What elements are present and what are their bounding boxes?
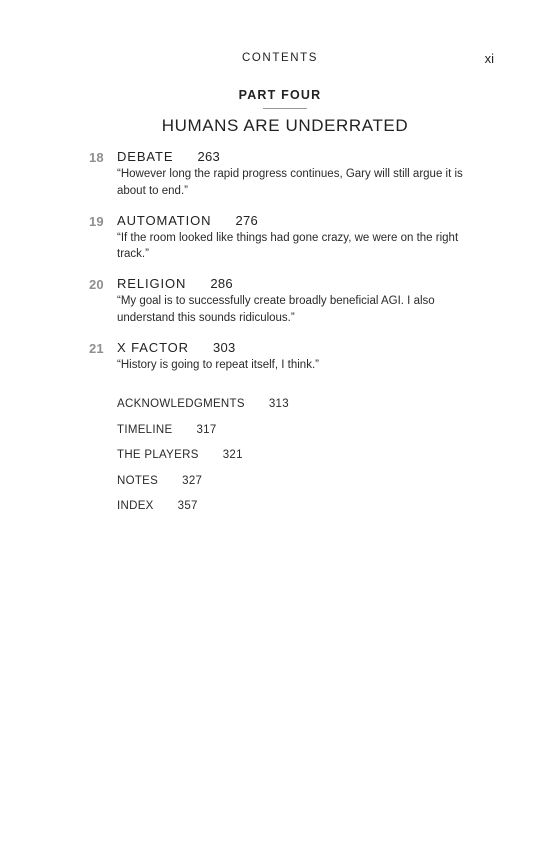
back-matter-acknowledgments[interactable] [117,398,289,424]
chapter-epigraph: “If the room looked like things had gone crazy, we were on the right track.” [117,231,459,260]
part-title: HUMANS ARE UNDERRATED [161,116,409,135]
back-matter-title: TIMELINE [117,423,173,436]
back-matter-title: ACKNOWLEDGMENTS [117,398,245,410]
chapter-number: 20 [89,277,104,292]
chapter-page: 263 [197,149,221,164]
chapter-number: 19 [89,213,104,229]
chapter-title[interactable]: DEBATE [117,149,174,164]
back-matter-notes[interactable] [117,475,289,501]
chapter-entry-20[interactable] [0,276,560,340]
chapter-list [0,149,560,403]
back-matter-title: INDEX [117,500,154,512]
back-matter-page: 321 [222,449,243,461]
back-matter-page: 313 [268,398,289,410]
chapter-page: 303 [212,339,236,355]
part-label: PART FOUR [238,88,322,102]
chapter-entry-21[interactable] [0,340,560,404]
chapter-number: 18 [89,150,104,165]
chapter-page: 276 [235,212,259,228]
chapter-epigraph: “My goal is to successfully create broadly beneficial AGI. I also understand this sounds ridiculous.” [117,295,435,324]
back-matter-index[interactable] [117,500,289,526]
chapter-title[interactable]: AUTOMATION [117,212,212,228]
chapter-title-line [117,276,233,291]
chapter-title-line [117,149,220,164]
chapter-page: 286 [210,276,233,291]
running-head: CONTENTS [241,52,319,64]
back-matter-page: 327 [182,474,203,487]
chapter-number: 21 [89,340,104,356]
back-matter-title: THE PLAYERS [117,449,199,461]
back-matter-timeline[interactable] [117,424,289,450]
back-matter-list [117,398,289,526]
chapter-title[interactable]: RELIGION [117,276,187,291]
chapter-entry-18[interactable] [0,149,560,213]
back-matter-page: 357 [177,500,198,512]
chapter-epigraph: “History is going to repeat itself, I think.” [117,358,319,371]
chapter-title-line [117,213,258,228]
back-matter-page: 317 [196,423,217,436]
back-matter-title: NOTES [117,474,159,487]
chapter-epigraph: “However long the rapid progress continues, Gary will still argue it is about to end.” [117,168,463,197]
page-number: xi [484,51,494,66]
chapter-entry-19[interactable] [0,213,560,277]
part-divider [263,108,307,109]
back-matter-the-players[interactable] [117,449,289,475]
chapter-title[interactable]: X FACTOR [117,339,189,355]
chapter-title-line [117,340,236,355]
